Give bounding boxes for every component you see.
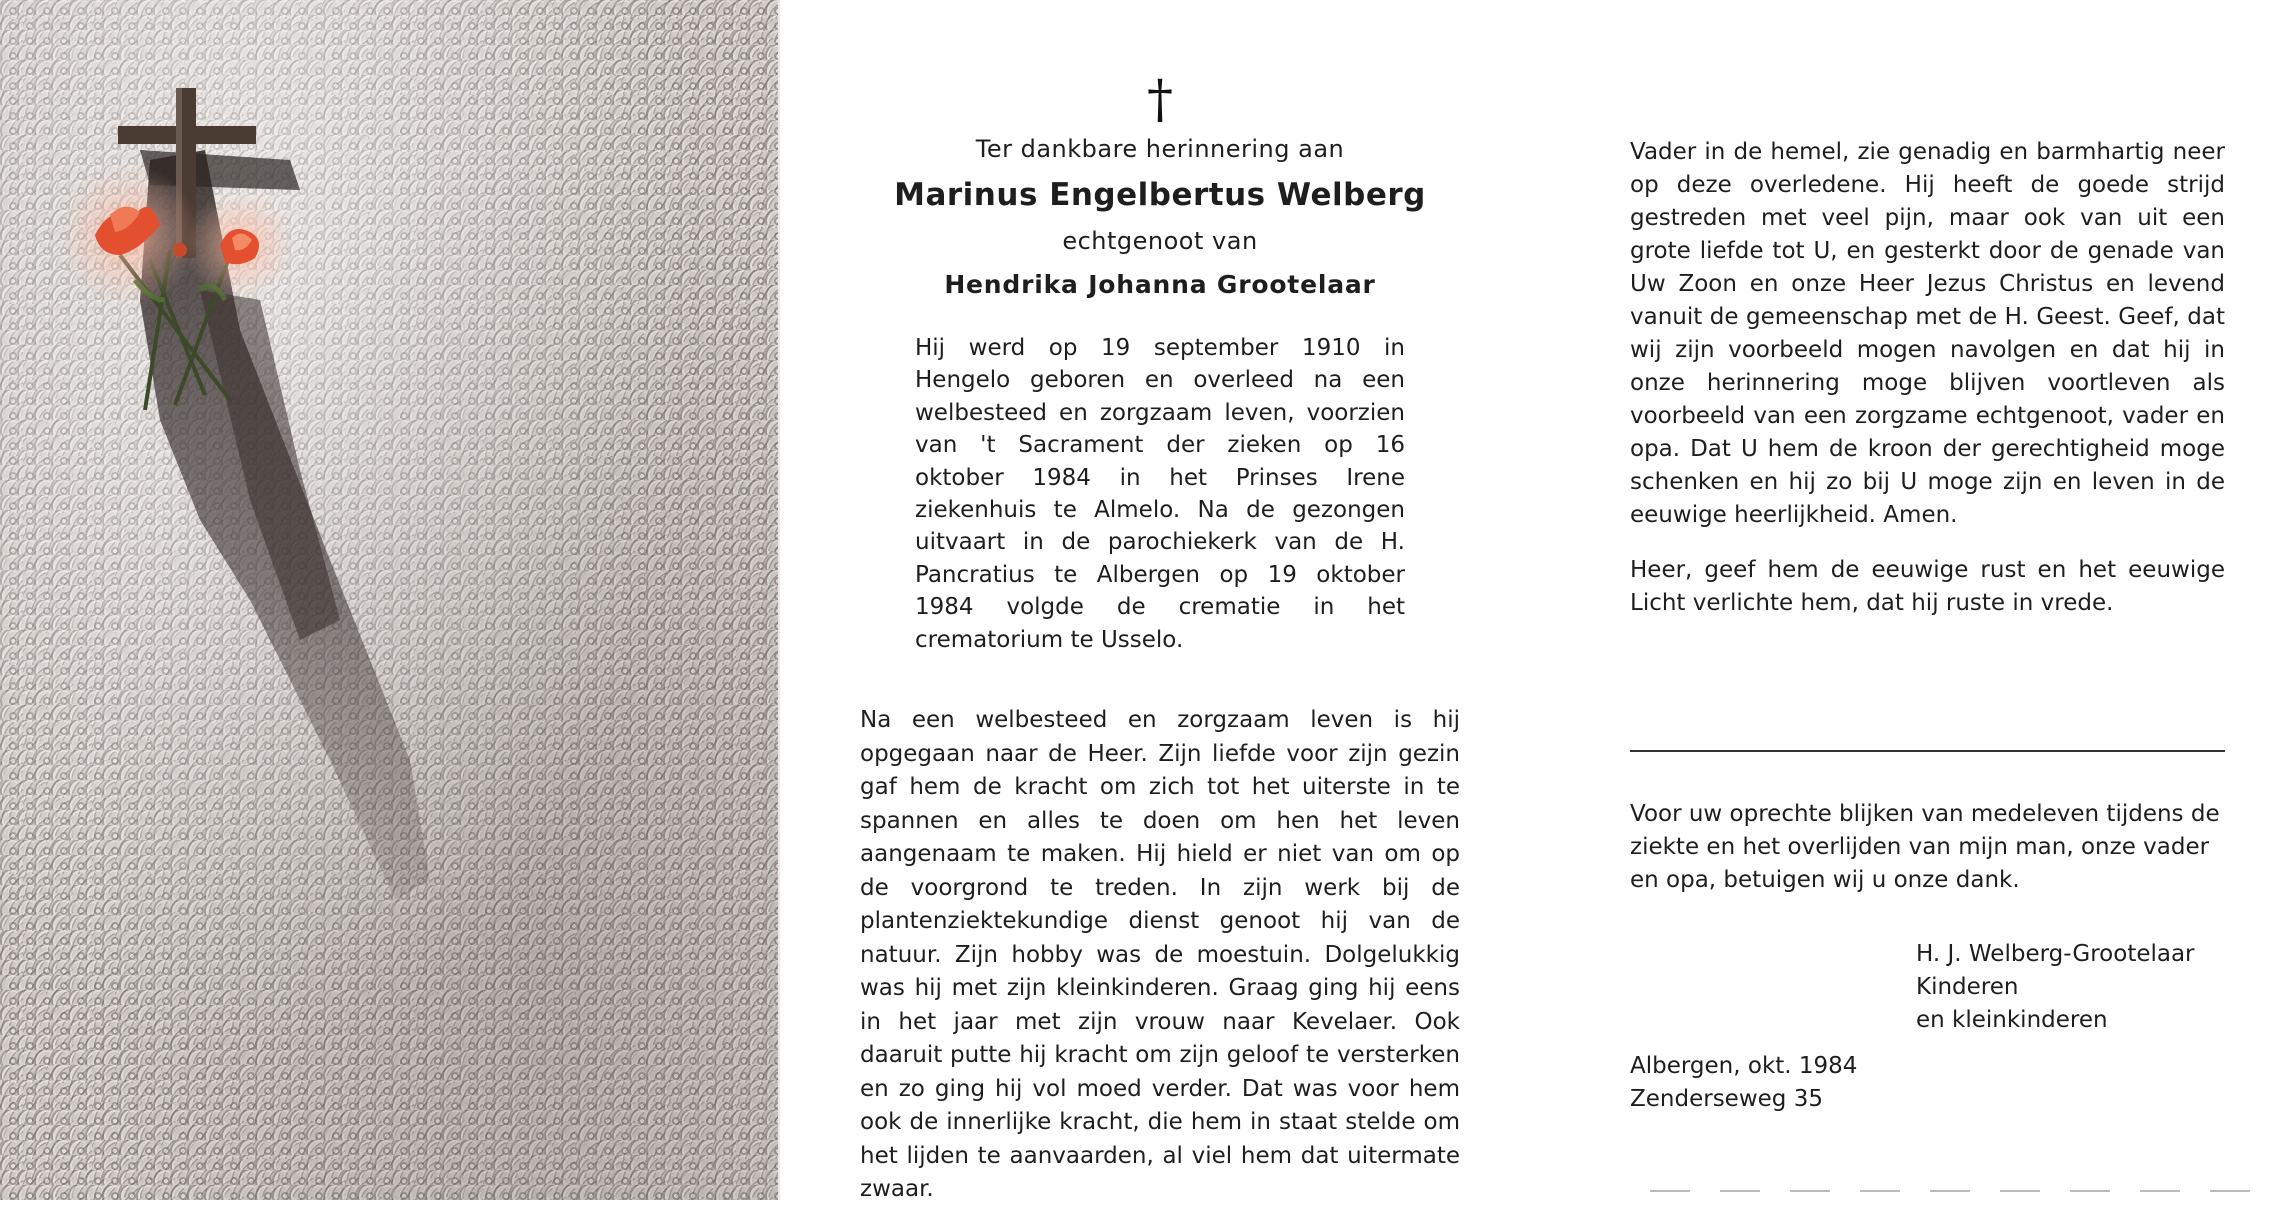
thanks-paragraph: Voor uw oprechte blijken van medeleven tijdens de ziekte en het overlijden van mijn man, onze vader en opa, betuigen wij u onze dank. (1630, 801, 2220, 893)
signer-line: H. J. Welberg-Grootelaar (1916, 941, 2195, 967)
spouse-name: Hendrika Johanna Grootelaar (944, 270, 1376, 299)
cross-icon: † (1147, 70, 1173, 130)
prayer-paragraph: Vader in de hemel, zie genadig en barmhartig neer op deze overledene. Hij heeft de goede strijd gestreden met veel pijn, maar ook van uit een grote liefde tot U, en gesterkt door de genade van Uw Zoon en onze Heer Jezus Christus en levend vanuit de gemeenschap met de H. Geest. Geef, dat wij zijn voorbeeld mogen navolgen en dat hij in onze herinnering moge blijven voortleven als voorbeeld van een zorgzame echtgenoot, vader en opa. Dat U hem de kroon der gerechtigheid moge schenken en hij zo bij U moge zijn en leven in de eeuwige heerlijkheid. Amen. (1630, 139, 2225, 528)
separator-line (1630, 750, 2225, 752)
tribute-paragraph: Na een welbesteed en zorgzaam leven is hij opgegaan naar de Heer. Zijn liefde voor zijn gezin gaf hem de kracht om zich tot het uiterste in te spannen en alles te doen om hen het leven aangenaam te maken. Hij hield er niet van om op de voorgrond te treden. In zijn werk bij de plantenziektekundige dienst genoot hij van de natuur. Zijn hobby was de moestuin. Dolgelukkig was hij met zijn kleinkinderen. Graag ging hij eens in het jaar met zijn vrouw naar Kevelaer. Ook daaruit putte hij kracht om zijn geloof te versterken en zo ging hij vol moed verder. Dat was voor hem ook de innerlijke kracht, die hem in staat stelde om het lijden te aanvaarden, al viel hem dat uitermate zwaar. (860, 707, 1460, 1203)
card-right-column (1630, 136, 2225, 620)
intro-line: Ter dankbare herinnering aan (975, 135, 1345, 163)
spouse-intro: echtgenoot van (1062, 227, 1258, 255)
place-date: Albergen, okt. 1984 (1630, 1053, 1858, 1079)
signer-line: Kinderen (1916, 974, 2019, 1000)
cross-with-flowers-illustration (0, 0, 778, 1200)
eternal-rest-paragraph: Heer, geef hem de eeuwige rust en het eeuwige Licht verlichte hem, dat hij ruste in vrede. (1630, 557, 2225, 616)
address: Zenderseweg 35 (1630, 1086, 1823, 1112)
signer-line: en kleinkinderen (1916, 1007, 2108, 1033)
bottom-edge-marks (1650, 1190, 2250, 1192)
memorial-photo (0, 0, 778, 1200)
cross-horizontal-beam (118, 126, 256, 144)
card-middle-column (860, 70, 1460, 1207)
place-and-address (1630, 1050, 2030, 1116)
signers-block (1916, 938, 2246, 1037)
photo-divider (778, 0, 780, 1200)
biography-paragraph: Hij werd op 19 september 1910 in Hengelo geboren en overleed na een welbesteed en zorgzaam leven, voorzien van 't Sacrament der zieken op 16 oktober 1984 in het Prinses Irene ziekenhuis te Almelo. Na de gezongen uitvaart in de parochiekerk van de H. Pancratius te Albergen op 19 oktober 1984 volgde de crematie in het crematorium te Usselo. (915, 335, 1405, 653)
deceased-name: Marinus Engelbertus Welberg (894, 177, 1426, 213)
